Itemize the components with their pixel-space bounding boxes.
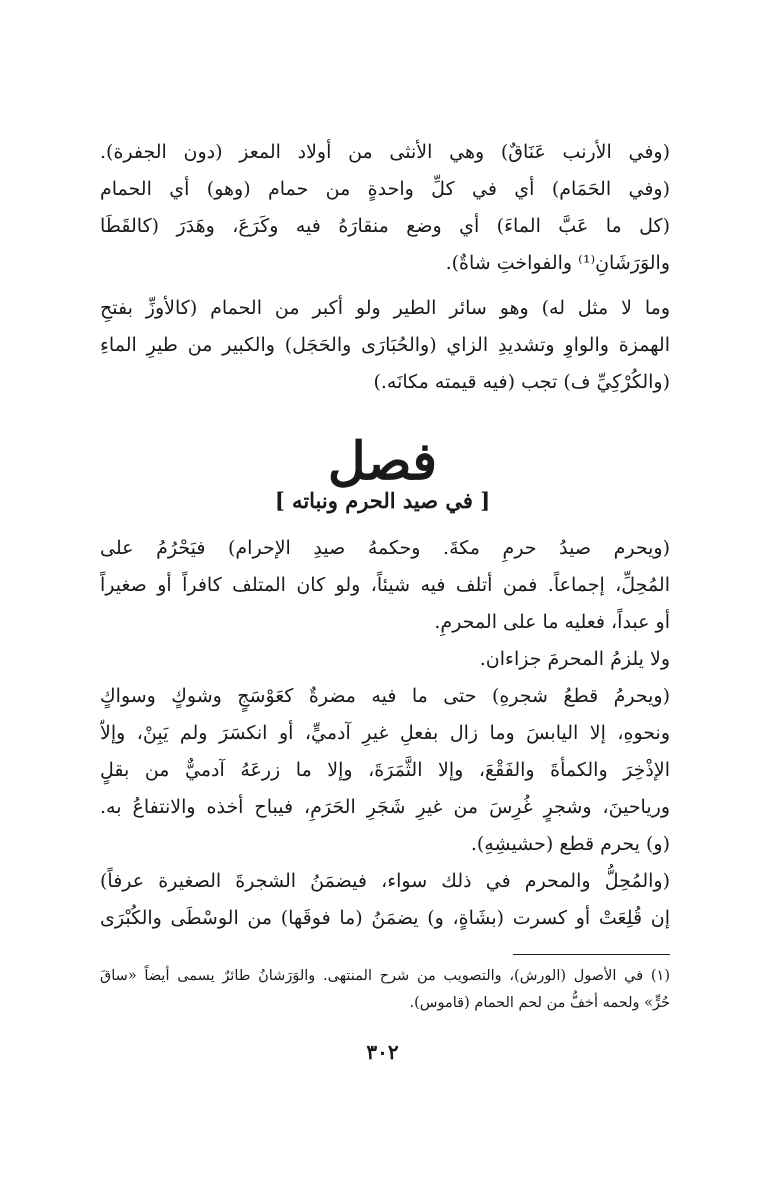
text-line: ونحوهِ، إلا اليابسَ وما زال بفعلِ غيرِ آدميٍّ، أو انكسَرَ ولم يَبِنْ، وإلاّ xyxy=(100,722,670,744)
passage-top xyxy=(100,134,670,401)
footnotes xyxy=(100,963,670,1017)
section-title: [ في صيد الحرم ونباته ] xyxy=(274,488,491,513)
text-line: أو عبداً، فعليه ما على المحرمِ. xyxy=(434,611,670,633)
text-line: المُحِلِّ، إجماعاً. فمن أتلف فيه شيئاً، ولو كان المتلف كافراً أو صغيراً xyxy=(100,574,670,596)
page-number: ٣٠٢ xyxy=(366,1040,399,1064)
text-line: الهمزة والواوِ وتشديدِ الزاي (والحُبَارَى والحَجَل) والكبير من طيرِ الماءِ xyxy=(100,334,670,356)
text-line: (وفي الأرنب عَنَاقٌ) وهي الأنثى من أولاد المعز (دون الجفرة). xyxy=(100,141,670,163)
text-line: (والمُحِلُّ والمحرم في ذلك سواء، فيضمَنُ الشجرةَ الصغيرة عرفاً) xyxy=(100,870,670,892)
text-line: ورياحينَ، وشجرٍ غُرِسَ من غيرِ شَجَرِ الحَرَمِ، فيباح أخذه والانتفاعُ به. xyxy=(100,796,670,818)
section-ornament: فصل xyxy=(327,431,438,492)
text-line: وما لا مثل له) وهو سائر الطير ولو أكبر من الحمام (كالأوزِّ بفتحِ xyxy=(100,297,670,319)
text-line: (وفي الحَمَام) أي في كلِّ واحدةٍ من حمام (وهو) أي الحمام xyxy=(100,178,670,200)
text-line: (ويحرم صيدُ حرمِ مكةَ. وحكمهُ صيدِ الإحرام) فيَحْرُمُ على xyxy=(100,537,670,559)
text-line: (ويحرمُ قطعُ شجرهِ) حتى ما فيه مضرةٌ كعَوْسَجٍ وشوكٍ وسواكٍ xyxy=(100,685,670,707)
text-line: ولا يلزمُ المحرمَ جزاءان. xyxy=(479,648,670,670)
text-line: الإذْخِرَ والكمأةَ والفَقْعَ، وإلا الثَّمَرَةَ، وإلا ما زرعَهُ آدميٌّ من بقلٍ xyxy=(100,759,670,781)
footnote-line: حُرٍّ» ولحمه أخفُّ من لحم الحمام (قاموس). xyxy=(409,995,670,1011)
text-line: إن قُلِعَتْ أو كسرت (بشَاةٍ، و) يضمَنُ (ما فوقَها) من الوسْطَى والكُبْرَى xyxy=(100,907,670,929)
footnote-line: (١) في الأصول (الورش)، والتصويب من شرح المنتهى. والوَرَشانُ طائرٌ يسمى أيضاً «ساقَ xyxy=(100,968,670,984)
passage-bottom xyxy=(100,530,670,937)
text-line: والوَرَشَانِ⁽¹⁾ والفواختِ شاةٌ). xyxy=(445,252,670,274)
text-line: (والكُرْكِيِّ ف) تجب (فيه قيمته مكانَه.) xyxy=(373,371,670,393)
text-line: (و) يحرم قطع (حشيشِهِ). xyxy=(470,833,670,855)
text-line: (كل ما عَبَّ الماءَ) أي وضع منقارَهُ فيه وكَرَعَ، وهَدَرَ (كالقَطَا xyxy=(100,215,670,237)
footnote-divider xyxy=(513,954,670,955)
